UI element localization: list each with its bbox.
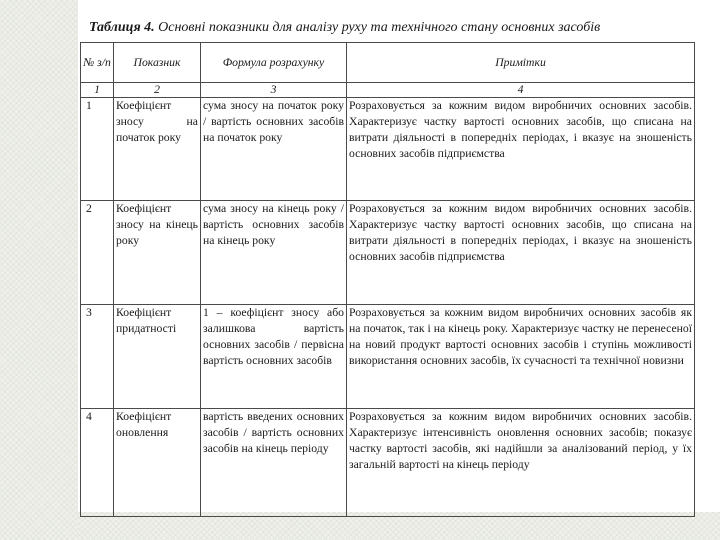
row-number: 4 (81, 409, 114, 517)
indicators-table (80, 42, 695, 517)
column-number: 2 (114, 83, 201, 98)
row-number: 2 (81, 201, 114, 305)
table-row (81, 98, 695, 201)
header-notes: Примітки (347, 43, 695, 83)
formula-cell: вартість введених основних засобів / вартість основних засобів на кінець періоду (201, 409, 347, 517)
formula-cell: сума зносу на початок року / вартість основних засобів на початок року (201, 98, 347, 201)
notes-cell: Розраховується за кожним видом виробничих основних засобів. Характеризує частку вартості основних засобів, що списана на витрати діяльності в попередніх періодах, і вказує на зношеність основних засобів підприємства (347, 98, 695, 201)
decorative-side-strip (0, 0, 78, 540)
header-number: № з/п (81, 43, 114, 83)
column-number: 3 (201, 83, 347, 98)
formula-cell: 1 – коефіцієнт зносу або залишкова вартість основних засобів / первісна вартість основних засобів (201, 305, 347, 409)
header-indicator: Показник (114, 43, 201, 83)
table-row (81, 201, 695, 305)
column-number: 4 (347, 83, 695, 98)
table-caption (89, 20, 709, 36)
indicator-cell: Коефіцієнт придатності (114, 305, 201, 409)
table-header-row (81, 43, 695, 83)
table-caption-label: Таблиця 4. (89, 20, 155, 35)
table-caption-text: Основні показники для аналізу руху та технічного стану основних засобів (154, 20, 601, 35)
indicator-cell: Коефіцієнт зносу на початок року (114, 98, 201, 201)
indicator-cell: Коефіцієнт оновлення (114, 409, 201, 517)
column-number-row (81, 83, 695, 98)
row-number: 3 (81, 305, 114, 409)
header-formula: Формула розрахунку (201, 43, 347, 83)
table-row (81, 305, 695, 409)
indicator-cell: Коефіцієнт зносу на кінець року (114, 201, 201, 305)
notes-cell: Розраховується за кожним видом виробничих основних засобів. Характеризує інтенсивність оновлення основних засобів; показує частку вартості засобів, які надійшли за аналізований період, у їх загальній вартості на кінець періоду (347, 409, 695, 517)
table-row (81, 409, 695, 517)
row-number: 1 (81, 98, 114, 201)
column-number: 1 (81, 83, 114, 98)
formula-cell: сума зносу на кінець року / вартість основних засобів на кінець року (201, 201, 347, 305)
notes-cell: Розраховується за кожним видом виробничих основних засобів як на початок, так і на кінець року. Характеризує частку не перенесеної на новий продукт вартості основних засобів і ступінь можливості використання основних засобів, їх сучасності та технічної новизни (347, 305, 695, 409)
notes-cell: Розраховується за кожним видом виробничих основних засобів. Характеризує частку вартості основних засобів, що списана на витрати діяльності в попередніх періодах, і вказує на зношеність основних засобів підприємства (347, 201, 695, 305)
